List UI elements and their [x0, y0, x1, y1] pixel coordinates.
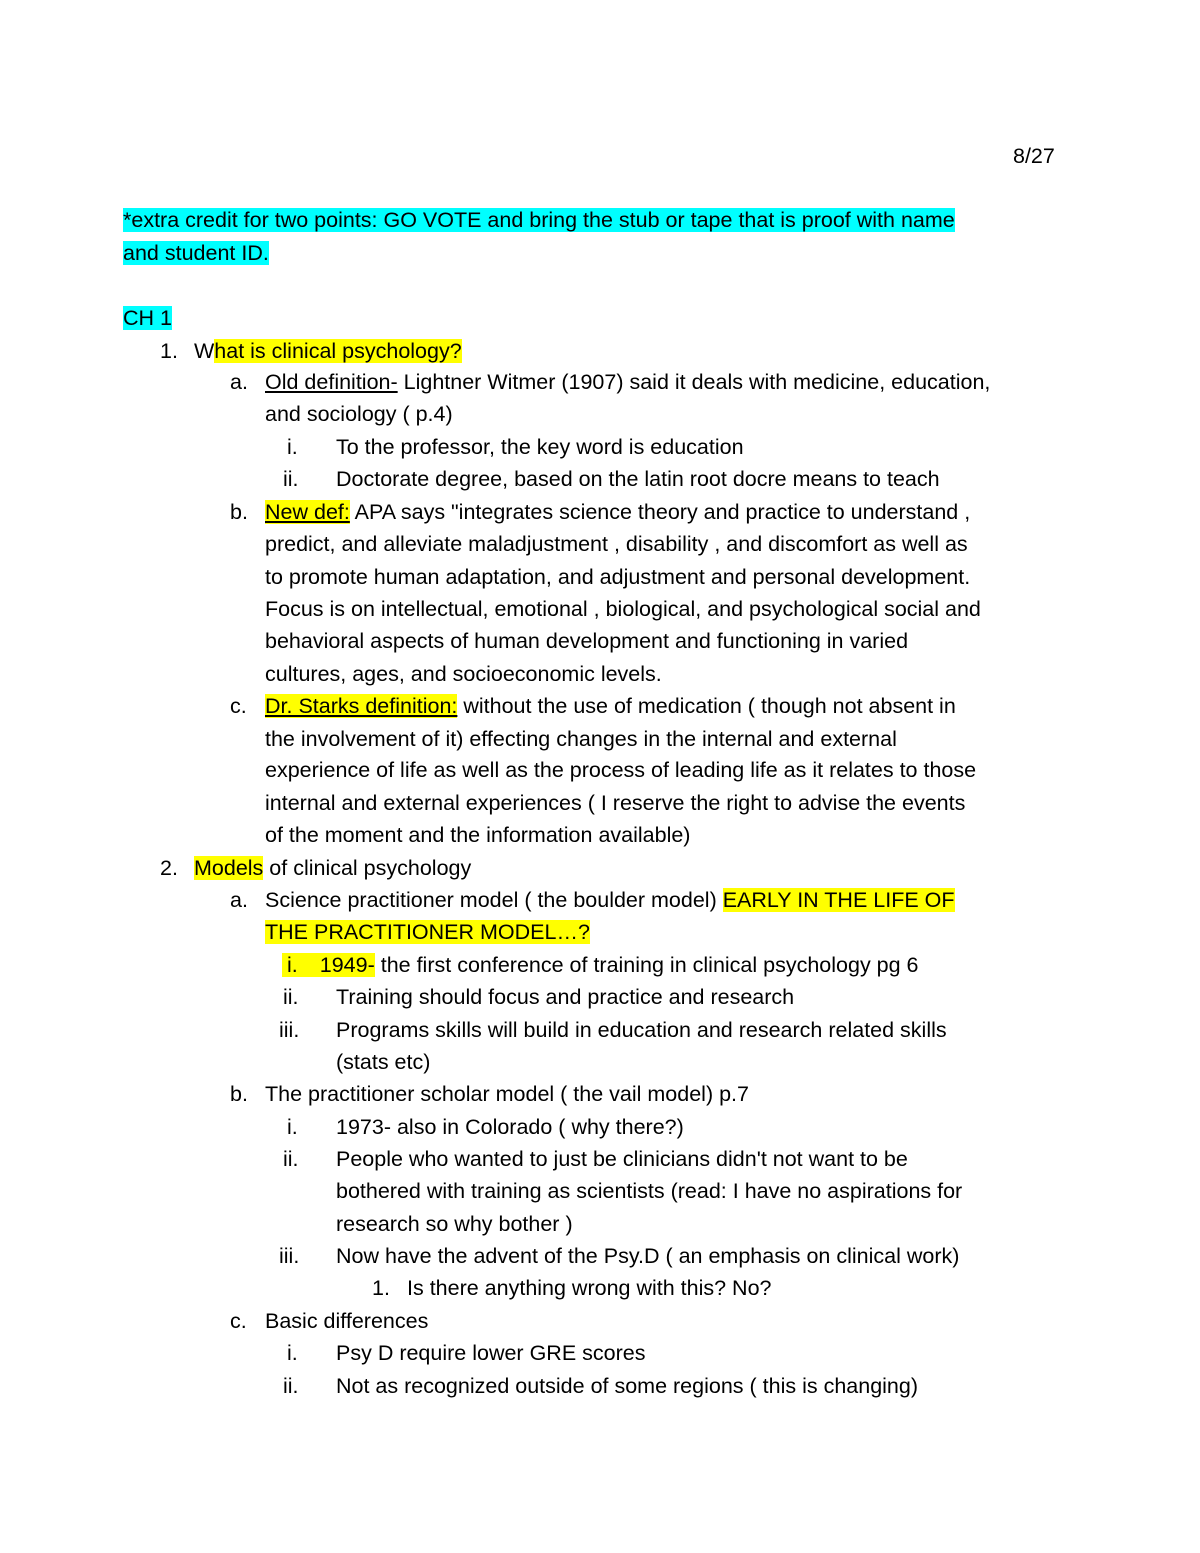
q1b-line-2: predict, and alleviate maladjustment , disability , and discomfort as well as	[265, 532, 968, 556]
q1-heading	[194, 337, 462, 365]
chapter-heading	[123, 304, 172, 332]
q1b-line-6: cultures, ages, and socioeconomic levels.	[265, 662, 662, 686]
list-marker-2c-i: i.	[287, 1341, 298, 1365]
q2b-iii-text: Now have the advent of the Psy.D ( an emphasis on clinical work)	[336, 1244, 960, 1268]
q1c-line-3: experience of life as well as the process of leading life as it relates to those	[265, 758, 977, 782]
q2b-ii-line-2: bothered with training as scientists (read: I have no aspirations for	[336, 1179, 963, 1203]
q1c-line-1	[265, 692, 956, 720]
list-marker-2b-ii: ii.	[283, 1147, 299, 1171]
q2a-text-1: Science practitioner model ( the boulder model)	[265, 888, 723, 912]
q1b-line-1	[265, 498, 970, 526]
list-marker-1c: c.	[230, 694, 247, 718]
q1-heading-highlight: hat is clinical psychology?	[214, 339, 462, 363]
q2a-i-line	[282, 951, 919, 979]
date: 8/27	[1013, 144, 1055, 168]
q2a-i-highlight: 1949-	[319, 953, 375, 977]
list-marker-1a: a.	[230, 370, 248, 394]
list-marker-1a-i: i.	[287, 435, 298, 459]
q2b-ii-line-1: People who wanted to just be clinicians didn't not want to be	[336, 1147, 908, 1171]
q2a-highlight-1: EARLY IN THE LIFE OF	[722, 888, 955, 912]
q2c-i-text: Psy D require lower GRE scores	[336, 1341, 646, 1365]
q2a-line-2	[265, 918, 590, 946]
list-marker-2: 2.	[160, 856, 178, 880]
extra-credit-line-1	[123, 206, 955, 234]
q1b-line-4: Focus is on intellectual, emotional , biological, and psychological social and	[265, 597, 981, 621]
q1c-line-2: the involvement of it) effecting changes in the internal and external	[265, 727, 897, 751]
q1a-i-text: To the professor, the key word is education	[336, 435, 744, 459]
q1a-line-2: and sociology ( p.4)	[265, 402, 453, 426]
q1a-ii-text: Doctorate degree, based on the latin root docre means to teach	[336, 467, 940, 491]
list-marker-2a: a.	[230, 888, 248, 912]
q2c-ii-text: Not as recognized outside of some regions ( this is changing)	[336, 1374, 919, 1398]
q1b-line-5: behavioral aspects of human development and functioning in varied	[265, 629, 909, 653]
q2b-text: The practitioner scholar model ( the vail model) p.7	[265, 1082, 749, 1106]
list-marker-2b-iii-1: 1.	[372, 1276, 390, 1300]
extra-credit-text-1: *extra credit for two points: GO VOTE and bring the stub or tape that is proof with name	[123, 208, 955, 232]
chapter-label: CH 1	[123, 306, 172, 330]
q2a-iii-line-2: (stats etc)	[336, 1050, 431, 1074]
list-marker-1a-ii: ii.	[283, 467, 299, 491]
q1a-term: Old definition-	[265, 370, 398, 394]
list-marker-2a-ii: ii.	[283, 985, 299, 1009]
q1a-line-1	[265, 368, 990, 396]
extra-credit-line-2	[123, 239, 269, 267]
q1-heading-pre: W	[194, 339, 215, 363]
list-marker-2a-i: i.	[282, 953, 320, 977]
q2b-i-text: 1973- also in Colorado ( why there?)	[336, 1115, 684, 1139]
list-marker-1b: b.	[230, 500, 248, 524]
q2a-i-text: the first conference of training in clinical psychology pg 6	[374, 953, 919, 977]
q2b-ii-line-3: research so why bother )	[336, 1212, 573, 1236]
list-marker-2b-i: i.	[287, 1115, 298, 1139]
q2b-iii-1-text: Is there anything wrong with this? No?	[407, 1276, 772, 1300]
q1c-line-4: internal and external experiences ( I reserve the right to advise the events	[265, 791, 966, 815]
list-marker-2c-ii: ii.	[283, 1374, 299, 1398]
q1b-line-3: to promote human adaptation, and adjustment and personal development.	[265, 565, 971, 589]
q1b-term: New def:	[265, 500, 350, 524]
list-marker-2a-iii: iii.	[279, 1018, 300, 1042]
q1b-text-1: APA says "integrates science theory and practice to understand ,	[349, 500, 971, 524]
q1c-line-5: of the moment and the information available)	[265, 823, 691, 847]
list-marker-2b-iii: iii.	[279, 1244, 300, 1268]
q1c-term: Dr. Starks definition:	[265, 694, 458, 718]
q2c-text: Basic differences	[265, 1309, 429, 1333]
q2a-iii-line-1: Programs skills will build in education and research related skills	[336, 1018, 947, 1042]
extra-credit-text-2: and student ID.	[123, 241, 269, 265]
q2a-ii-text: Training should focus and practice and research	[336, 985, 795, 1009]
list-marker-1: 1.	[160, 339, 178, 363]
q2a-line-1	[265, 886, 955, 914]
q1a-text-1: Lightner Witmer (1907) said it deals with medicine, education,	[397, 370, 991, 394]
list-marker-2b: b.	[230, 1082, 248, 1106]
q2-heading	[194, 854, 471, 882]
q1c-text-1: without the use of medication ( though not absent in	[457, 694, 956, 718]
q2-heading-rest: of clinical psychology	[263, 856, 472, 880]
list-marker-2c: c.	[230, 1309, 247, 1333]
q2-heading-highlight: Models	[194, 856, 264, 880]
q2a-highlight-2: THE PRACTITIONER MODEL…?	[265, 920, 590, 944]
